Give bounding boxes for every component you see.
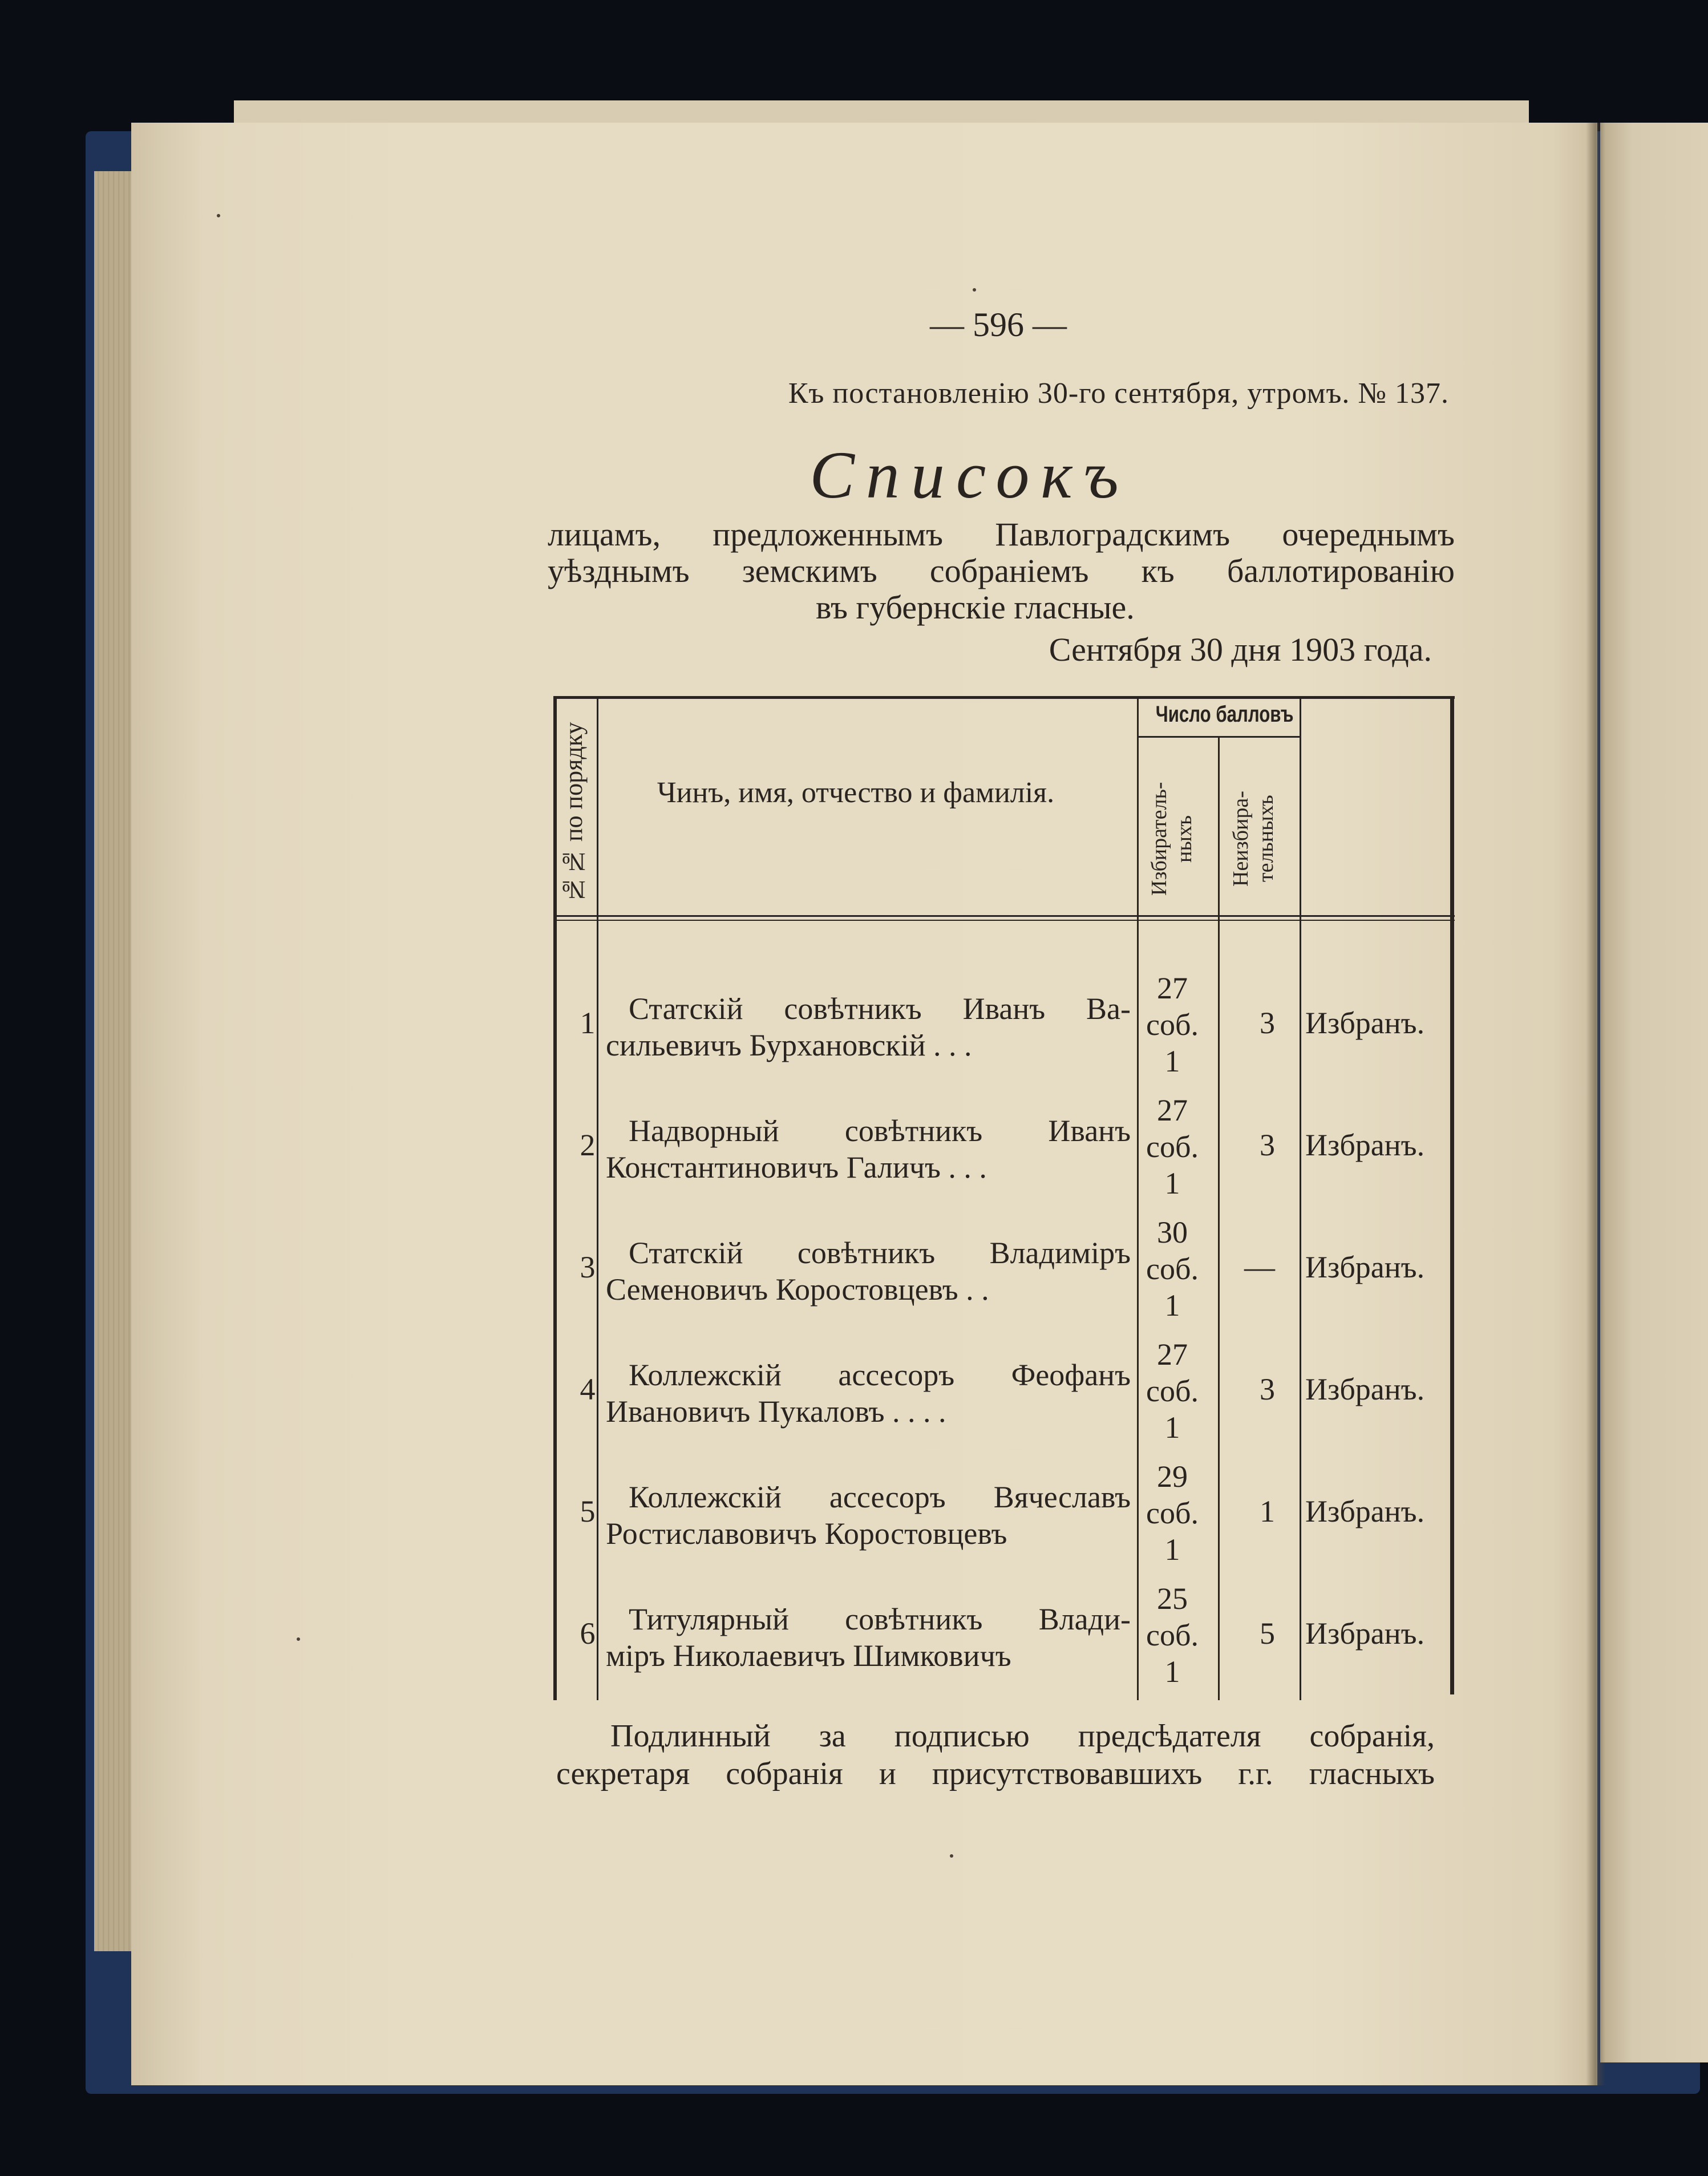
row-name-line: Семеновичъ Коростовцевъ . . [606,1272,989,1307]
header-selecting: Избиратель- ныхъ [1147,782,1196,896]
table-row [553,1336,1455,1458]
row-name [606,1601,1131,1674]
header-number: №№ по порядку [560,722,588,904]
row-number: 4 [580,1372,596,1406]
row-number: 5 [580,1494,596,1528]
row-non-selecting: 3 [1260,1128,1275,1162]
row-non-selecting: 1 [1260,1494,1275,1528]
row-name-line: Титулярный совѣтникъ Влади- [629,1602,1131,1636]
table-row [553,1092,1455,1214]
header-bottom-rule [553,915,1455,917]
candidates-table [553,696,1455,1700]
row-selecting-abbr: соб. [1146,1618,1199,1652]
row-non-selecting: 5 [1260,1616,1275,1651]
votes-group-rule [1137,736,1301,738]
document-title: Списокъ [810,438,1130,512]
paper-speck [973,288,976,292]
row-selecting-count: 27 [1157,1093,1188,1127]
footer-line: секретаря собранія и присутствовавшихъ г.г. гласныхъ [556,1756,1435,1791]
footer-line: Подлинный за подписью предсѣдателя собранія, [610,1718,1435,1754]
intro-line: уѣзднымъ земскимъ собраніемъ къ баллотированію [548,552,1455,589]
row-name [606,1357,1131,1430]
row-result: Избранъ. [1305,1494,1425,1528]
intro-paragraph [548,516,1455,626]
row-name-line: Надворный совѣтникъ Иванъ [629,1114,1131,1148]
row-name-line: Константиновичъ Галичъ . . . [606,1150,987,1184]
row-selecting-extra: 1 [1164,1655,1180,1689]
row-selecting [1141,1214,1204,1324]
row-name-line: Статскій совѣтникъ Владиміръ [629,1236,1131,1270]
row-result: Избранъ. [1305,1616,1425,1651]
paper-speck [217,214,220,217]
row-selecting-abbr: соб. [1146,1130,1199,1164]
row-result: Избранъ. [1305,1372,1425,1406]
row-name-line: Коллежскій ассесоръ Феофанъ [629,1358,1131,1392]
row-selecting-extra: 1 [1164,1410,1180,1445]
paper-speck [950,1854,953,1858]
row-name-line: міръ Николаевичъ Шимковичъ [606,1639,1011,1673]
row-number: 1 [580,1006,596,1040]
row-name-line: Ростиславовичъ Коростовцевъ [606,1516,1007,1551]
row-selecting [1141,970,1204,1079]
row-selecting-extra: 1 [1164,1532,1180,1567]
row-selecting-extra: 1 [1164,1166,1180,1200]
row-selecting [1141,1336,1204,1446]
row-selecting-count: 30 [1157,1215,1188,1249]
header-non-selecting: Неизбира- тельныхъ [1229,791,1278,887]
row-name [606,1235,1131,1308]
row-selecting-count: 29 [1157,1459,1188,1494]
page-gutter [1586,123,1605,2085]
row-non-selecting: 3 [1260,1006,1275,1040]
row-selecting-abbr: соб. [1146,1374,1199,1408]
table-row [553,1458,1455,1580]
intro-line: въ губернскіе гласные. [816,589,1135,626]
row-name-line: Ивановичъ Пукаловъ . . . . [606,1394,946,1429]
row-number: 6 [580,1616,596,1651]
facing-page [1600,123,1708,2062]
row-name-line: Коллежскій ассесоръ Вячеславъ [629,1480,1131,1514]
row-selecting-count: 25 [1157,1582,1188,1616]
header-name: Чинъ, имя, отчество и фамилія. [657,776,1055,809]
row-selecting [1141,1458,1204,1568]
header-votes-group: Число балловъ [1155,702,1294,727]
row-selecting-abbr: соб. [1146,1008,1199,1042]
row-selecting-extra: 1 [1164,1288,1180,1322]
table-top-rule [553,696,1455,699]
row-non-selecting: 3 [1260,1372,1275,1406]
row-selecting-abbr: соб. [1146,1252,1199,1286]
row-selecting-count: 27 [1157,1337,1188,1372]
row-name [606,1479,1131,1552]
row-number: 2 [580,1128,596,1162]
row-result: Избранъ. [1305,1006,1425,1040]
footer-paragraph [556,1717,1435,1793]
row-name-line: сильевичъ Бурхановскій . . . [606,1028,972,1062]
row-number: 3 [580,1250,596,1284]
table-row [553,970,1455,1092]
resolution-reference: Къ постановленію 30-го сентября, утромъ. № 137. [788,377,1449,410]
row-non-selecting: — [1244,1250,1275,1284]
row-name [606,1113,1131,1186]
row-selecting [1141,1092,1204,1202]
row-name [606,990,1131,1063]
row-selecting [1141,1580,1204,1690]
row-name-line: Статскій совѣтникъ Иванъ Ва- [629,992,1131,1026]
row-selecting-extra: 1 [1164,1044,1180,1078]
row-selecting-abbr: соб. [1146,1496,1199,1530]
table-row [553,1214,1455,1336]
row-selecting-count: 27 [1157,971,1188,1005]
intro-line: лицамъ, предложеннымъ Павлоградскимъ очереднымъ [548,516,1455,553]
page-number: — 596 — [930,306,1067,343]
paper-speck [297,1637,300,1641]
header-bottom-rule-2 [553,920,1455,921]
table-row [553,1580,1455,1702]
document-date: Сентября 30 дня 1903 года. [1049,631,1432,668]
row-result: Избранъ. [1305,1128,1425,1162]
row-result: Избранъ. [1305,1250,1425,1284]
